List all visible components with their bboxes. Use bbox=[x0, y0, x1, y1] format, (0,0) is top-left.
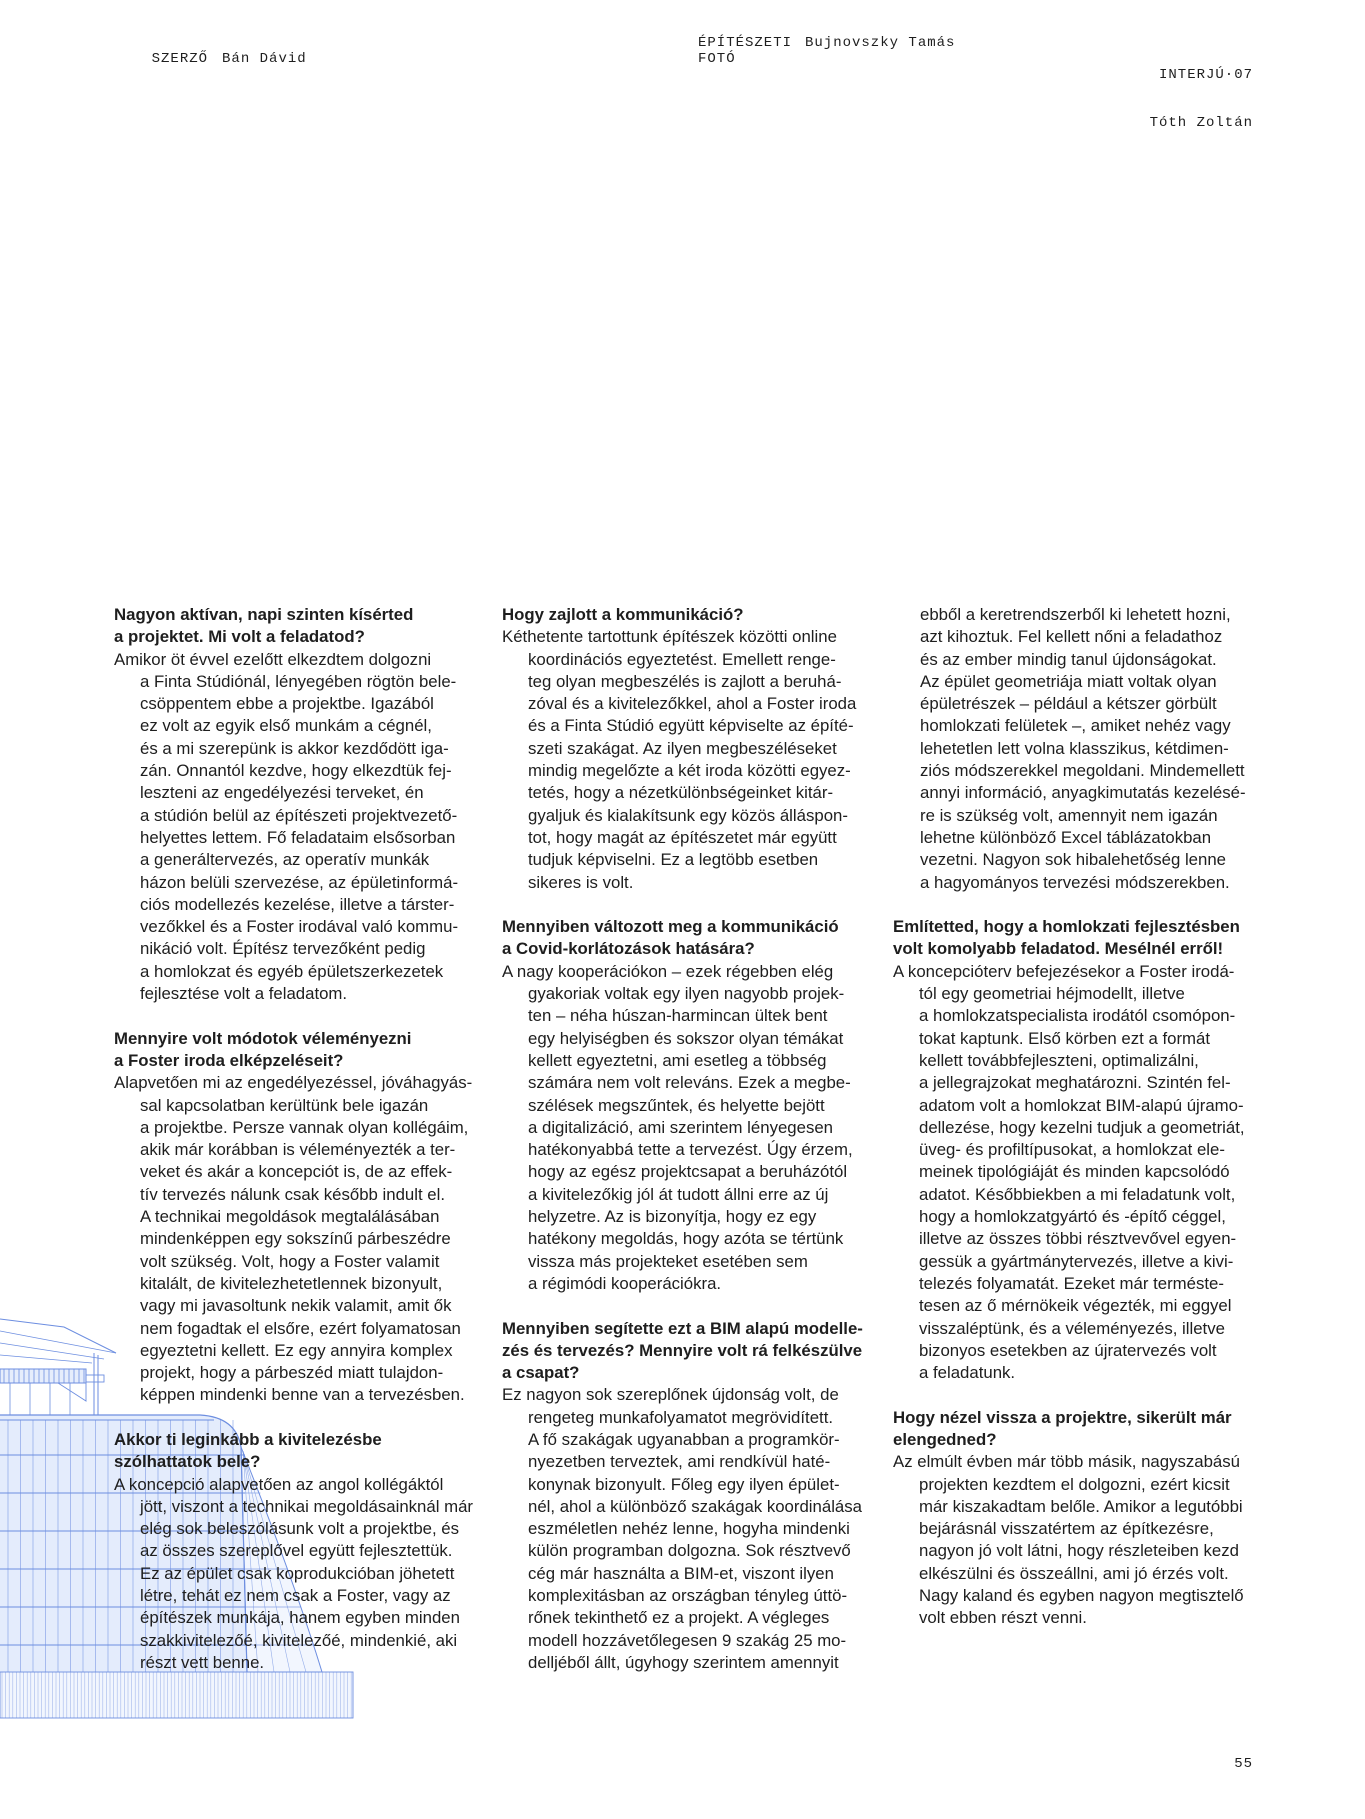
question: Mennyiben segítette ezt a BIM alapú modelle- zés és tervezés? Mennyire volt rá felkészülve a csapat? bbox=[502, 1318, 863, 1383]
qa-block bbox=[893, 916, 1265, 1384]
answer: A nagy kooperációkon – ezek régebben elég gyakoriak voltak egy ilyen nagyobb projek- ten – néha húszan-harmincan ültek bent egy helyiségben és sokszor olyan témákat kellett egyeztetni, ami esetleg a többség számára nem volt releváns. Ezek a megbe- szélések megszűntek, és helyette bejött a digitalizáció, ami szerintem lényegesen hatékonyabbá tette a tervezést. Úgy érzem, hogy az egész projektcsapat a beruházótól a kivitelezőkig jól át tudott állni erre az új helyzetre. Az is bizonyítja, hogy ez egy hatékony megoldás, hogy azóta se tértünk vissza más projekteket esetében sem a régimódi kooperációkra. bbox=[502, 961, 853, 1293]
answer: Alapvetően mi az engedélyezéssel, jóváhagyás- sal kapcsolatban kerültünk bele igazán a projektbe. Persze vannak olyan kollégáim, akik már korábban is véleményezték a ter- veket és akár a koncepciót is, de az effek- tív tervezés nálunk csak később indult el. A technikai megoldások megtalálásában mindenképpen egy sokszínű párbeszédre volt szükség. Volt, hogy a Foster valamit kitalált, de kivitelezhetetlennek bizonyult, vagy mi javasoltunk nekik valamit, amit ők nem fogadtak el elsőre, ezért folyamatosan egyeztetni kellett. Ez egy annyira komplex projekt, hogy a párbeszéd miatt tulajdon- képpen mindenki benne van a tervezésben. bbox=[114, 1073, 473, 1405]
article-column-1 bbox=[114, 604, 486, 1697]
answer-continuation: ebből a keretrendszerből ki lehetett hozni, azt kihoztuk. Fel kellett nőni a feladathoz és az ember mindig tanul újdonságokat. Az épület geometriája miatt voltak olyan épületrészek – például a kétszer görbült homlokzati felületek –, amiket nehéz vagy lehetetlen lett volna klasszikus, kétdimen- ziós módszerekkel megoldani. Mindemellett annyi információ, anyagkimutatás kezelésé- re is szükség volt, amennyit nem igazán lehetne különböző Excel táblázatokban vezetni. Nagyon sok hibalehetőség lenne a hagyományos tervezési módszerekben. bbox=[920, 605, 1246, 892]
qa-block bbox=[114, 1429, 486, 1674]
article-column-3 bbox=[893, 604, 1265, 1652]
question: Említetted, hogy a homlokzati fejlesztésben volt komolyabb feladatod. Mesélnél erről! bbox=[893, 917, 1240, 959]
author-name: Bán Dávid bbox=[222, 51, 307, 67]
answer: Kéthetente tartottunk építészek közötti online koordinációs egyeztetést. Emellett renge- teg olyan megbeszélés is zajlott a beruhá- zóval és a kivitelezőkkel, ahol a Foster iroda és a Finta Stúdió együtt képviselte az építé- szeti szakágat. Az ilyen megbeszéléseket mindig megelőzte a két iroda közötti egyez- tetés, hogy a nézetkülönbségeinket kitár- gyaljuk és kialakítsunk egy közös álláspon- tot, hogy magát az építészetet már együtt tudjuk képviselni. Ez a legtöbb esetben sikeres is volt. bbox=[502, 627, 857, 892]
answer: A koncepcióterv befejezésekor a Foster irodá- tól egy geometriai héjmodellt, illetve a homlokzatspecialista irodától csomópon- tokat kaptunk. Első körben ezt a formát kellett továbbfejleszteni, optimalizálni, a jellegrajzokat meghatározni. Szintén fel- adatom volt a homlokzat BIM-alapú újramo- dellezése, hogy kezelni tudjuk a geometriát, üveg- és profiltípusokat, a homlokzat ele- meinek tipológiáját és minden kapcsolódó adatot. Későbbiekben a mi feladatunk volt, hogy a homlokzatgyártó és -építő céggel, illetve az összes többi résztvevővel egyen- gessük a gyártmánytervezés, illetve a kivi- telezés folyamatát. Ezeket már terméste- tesen az ő mérnökeik végezték, mi eggyel visszaléptünk, és a véleményezés, illetve bizonyos esetekben az újratervezés volt a feladatunk. bbox=[893, 961, 1245, 1383]
qa-block bbox=[893, 1407, 1265, 1630]
article-column-2 bbox=[502, 604, 874, 1697]
qa-block bbox=[502, 1318, 874, 1675]
author-credit bbox=[114, 35, 307, 83]
qa-block bbox=[114, 604, 486, 1005]
page-number: 55 bbox=[1234, 1756, 1253, 1772]
question: Hogy zajlott a kommunikáció? bbox=[502, 605, 744, 624]
question: Nagyon aktívan, napi szinten kísérted a projektet. Mi volt a feladatod? bbox=[114, 605, 414, 647]
section-name: Tóth Zoltán bbox=[1149, 115, 1253, 131]
answer: Ez nagyon sok szereplőnek újdonság volt, de rengeteg munkafolyamatot megrövidített. A fő szakágak ugyanabban a programkör- nyezetben terveztek, ami rendkívül haté- konynak bizonyult. Főleg egy ilyen épület- nél, ahol a különböző szakágak koordinálása eszméletlen nehéz lenne, hogyha mindenki külön programban dolgozna. Sok résztvevő cég már használta a BIM-et, viszont ilyen komplexitásban az országban tényleg úttö- rőnek tekinthető ez a projekt. A végleges modell hozzávetőlegesen 9 szakág 25 mo- delljéből állt, úgyhogy szerintem amennyit bbox=[502, 1385, 862, 1672]
answer: A koncepció alapvetően az angol kollégáktól jött, viszont a technikai megoldásainknál már elég sok beleszólásunk volt a projektbe, és az összes szereplővel együtt fejlesztettük. Ez az épület csak koprodukcióban jöhetett létre, tehát ez nem csak a Foster, vagy az építészek munkája, hanem egyben minden szakkivitelezőé, kivitelezőé, mindenkié, aki részt vett benne. bbox=[114, 1474, 473, 1672]
photo-credit-label: ÉPÍTÉSZETI FOTÓ bbox=[698, 35, 793, 67]
qa-block bbox=[502, 604, 874, 894]
author-label: SZERZŐ bbox=[151, 51, 209, 67]
answer: Az elmúlt évben már több másik, nagyszabású projekten kezdtem el dolgozni, ezért kicsit már kiszakadtam belőle. Amikor a legutóbbi bejárásnál visszatértem az építkezésre, nagyon jó volt látni, hogy részleteiben kezd elkészülni és összeállni, ami jó érzés volt. Nagy kaland és egyben nagyon megtisztelő volt ebben részt venni. bbox=[893, 1452, 1244, 1628]
question: Hogy nézel vissza a projektre, sikerült már elengedned? bbox=[893, 1407, 1232, 1449]
photo-credit-name: Bujnovszky Tamás bbox=[805, 35, 956, 51]
question: Akkor ti leginkább a kivitelezésbe szólhattatok bele? bbox=[114, 1429, 382, 1472]
question: Mennyire volt módotok véleményezni a Foster iroda elképzeléseit? bbox=[114, 1028, 412, 1070]
qa-block bbox=[502, 916, 874, 1295]
section-label: INTERJÚ·07 bbox=[1158, 67, 1253, 83]
section-credit bbox=[1150, 35, 1253, 163]
answer: Amikor öt évvel ezelőtt elkezdtem dolgozni a Finta Stúdiónál, lényegében rögtön bele- csöppentem ebbe a projektbe. Igazából ez volt az egyik első munkám a cégnél, és a mi szerepünk is akkor kezdődött iga- zán. Onnantól kezdve, hogy elkezdtük fej- leszteni az engedélyezési terveket, én a stúdión belül az építészeti projektvezető- helyettes lettem. Fő feladataim elsősorban a generáltervezés, az operatív munkák házon belüli szervezése, az épületinformá- ciós modellezés kezelése, illetve a társter- vezőkkel és a Foster irodával való kommu- nikáció volt. Építész tervezőként pedig a homlokzat és egyéb épületszerkezetek fejlesztése volt a feladatom. bbox=[114, 649, 459, 1004]
qa-block bbox=[114, 1028, 486, 1407]
question: Mennyiben változott meg a kommunikáció a Covid-korlátozások hatására? bbox=[502, 917, 839, 959]
